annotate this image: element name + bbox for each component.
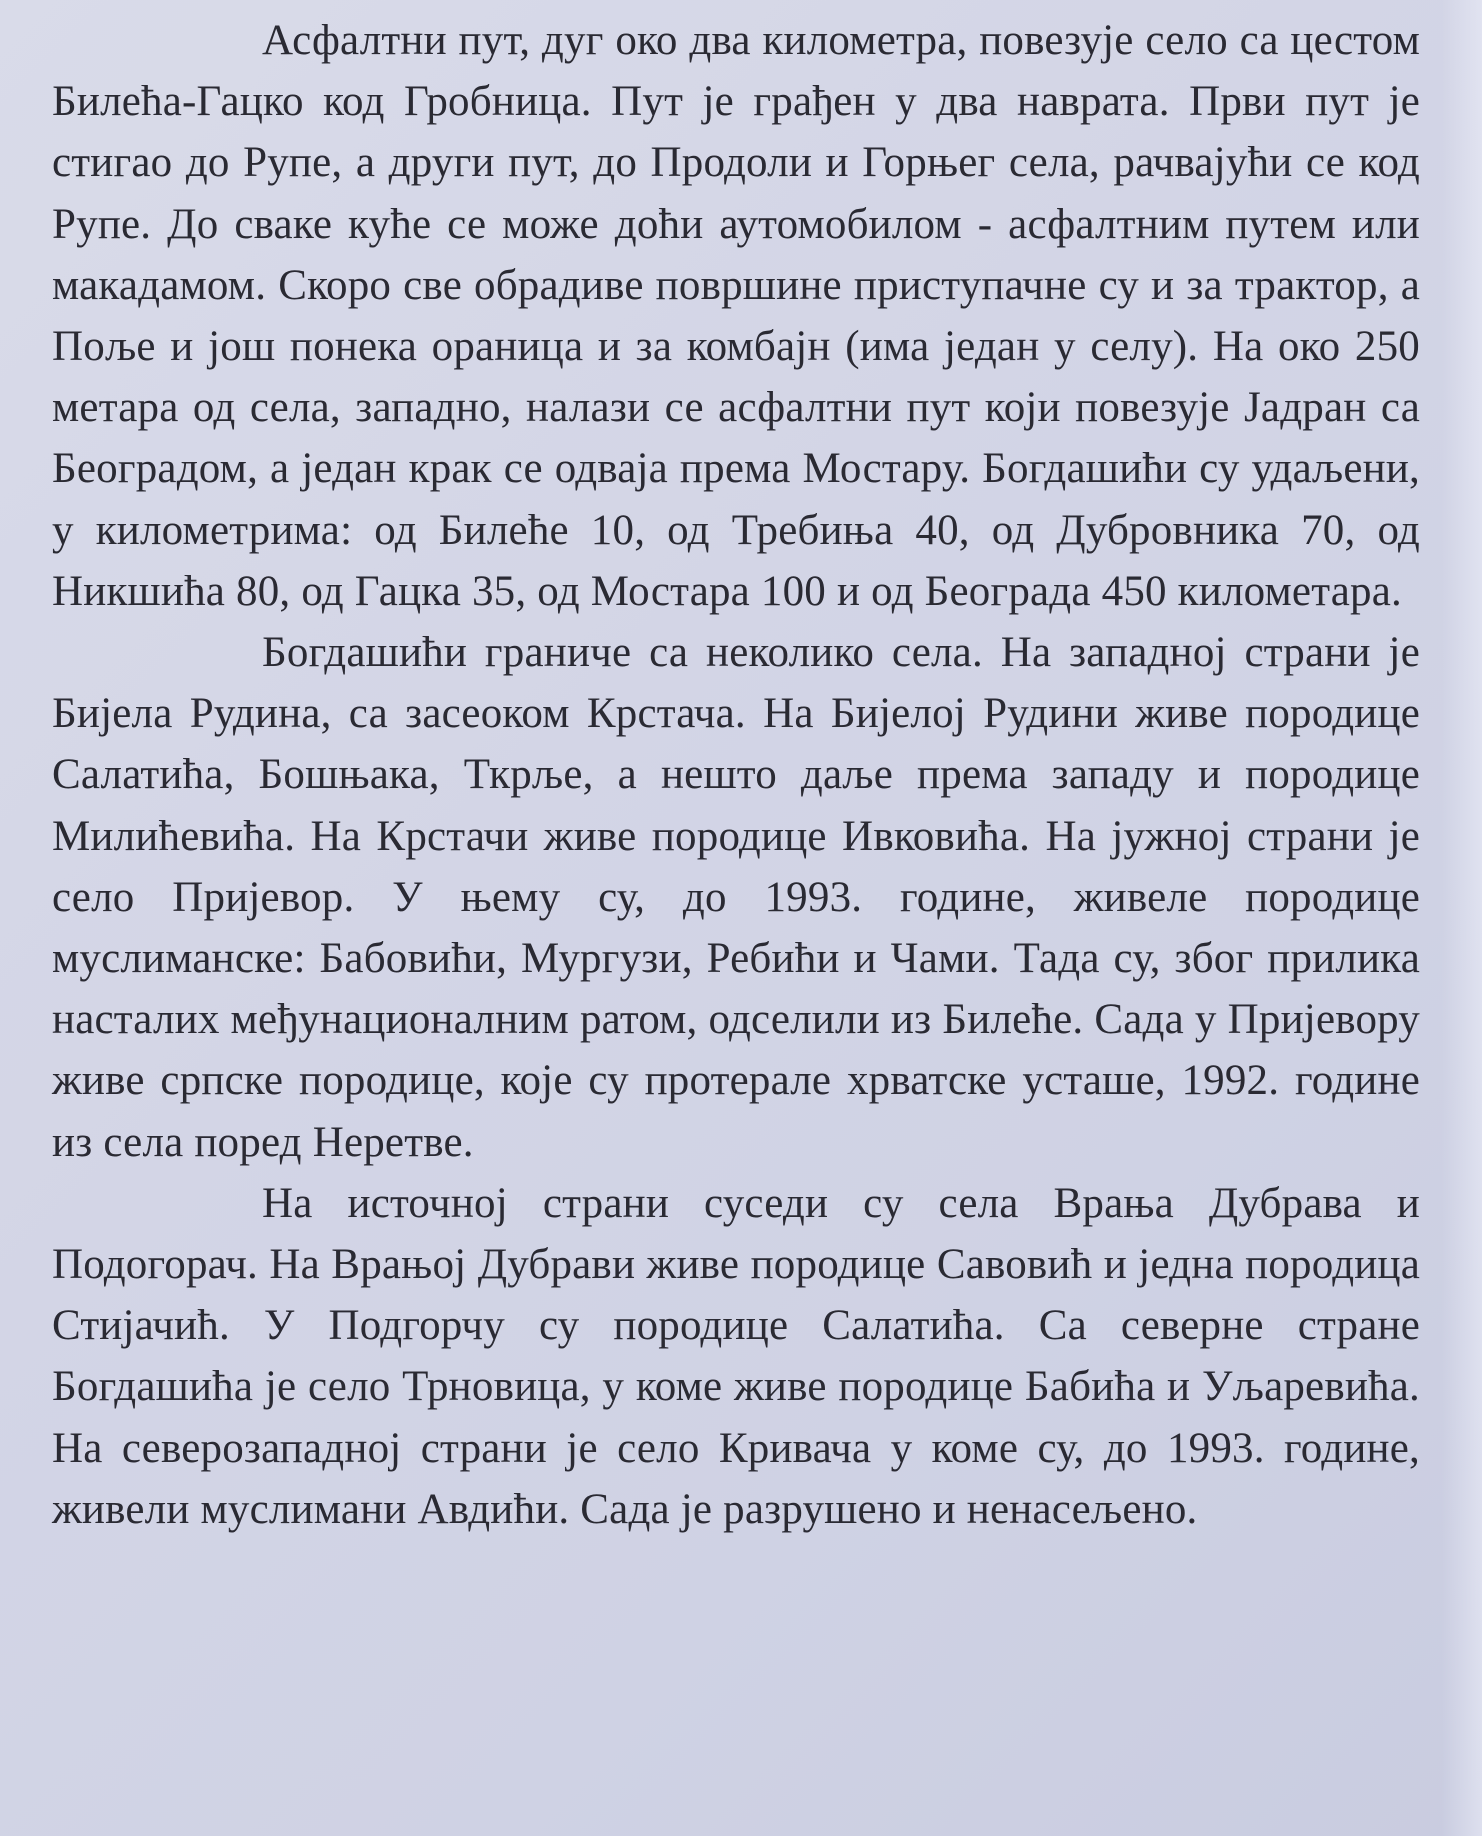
paragraph-3: На источној страни суседи су села Врања Дубрава и Подогорач. На Врањој Дубрави живе породице Савовић и једна породица Стијачић. У Подгорчу су породице Салатића. Са северне стране Богдашића је село Трновица, у коме живе породице Бабића и Уљаревића. На северозападној страни је село Кривача у коме су, до 1993. године, живели муслимани Авдићи. Сада је разрушено и ненасељено. [52,1179,1420,1533]
paragraph-2: Богдашићи граниче са неколико села. На западној страни је Бијела Рудина, са засеоком Крстача. На Бијелој Рудини живе породице Салатића, Бошњака, Ткрље, а нешто даље према западу и породице Милићевића. На Крстачи живе породице Ивковића. На јужној страни је село Пријевор. У њему су, до 1993. године, живеле породице муслиманске: Бабовићи, Мургузи, Ребићи и Чами. Тада су, због прилика насталих међунационалним ратом, одселили из Билеће. Сада у Пријевору живе српске породице, које су протерале хрватске усташе, 1992. године из села поред Неретве. [52,629,1420,1166]
paragraph-1: Асфалтни пут, дуг око два километра, повезује село са цестом Билећа-Гацко код Гробница. Пут је грађен у два наврата. Први пут је стигао до Рупе, а други пут, до Продоли и Горњег села, рачвајући се код Рупе. До сваке куће се може доћи аутомобилом - асфалтним путем или макадамом. Скоро све обрадиве површине приступачне су и за трактор, а Поље и још понека ораница и за комбајн (има један у селу). На око 250 метара од села, западно, налази се асфалтни пут који повезује Јадран са Београдом, а један крак се одваја према Мостару. Богдашићи су удаљени, у километрима: од Билеће 10, од Требиња 40, од Дубровника 70, од Никшића 80, од Гацка 35, од Мостара 100 и од Београда 450 километара. [52,17,1420,615]
